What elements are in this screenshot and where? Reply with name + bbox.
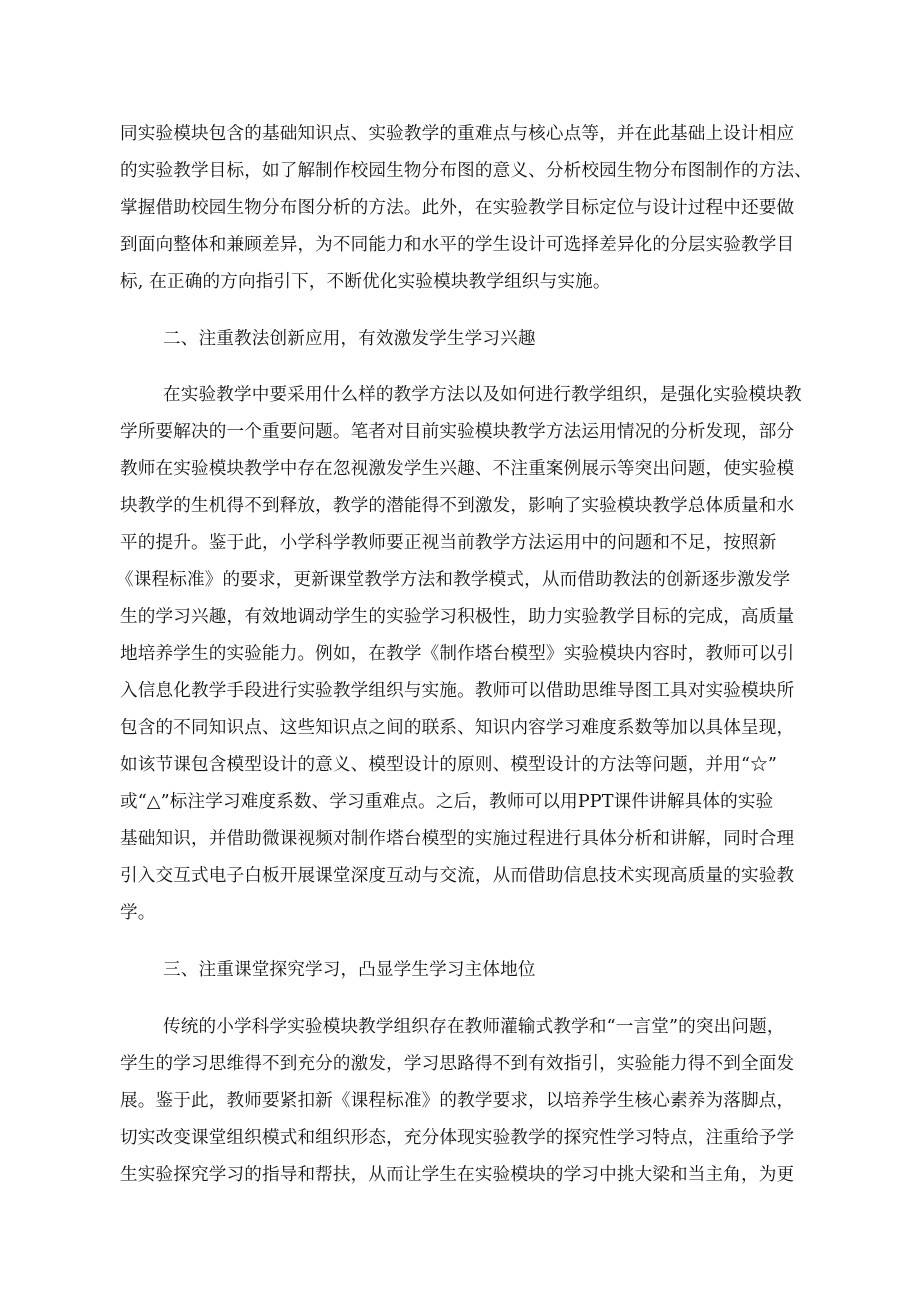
- text-line: 或“△”标注学习难度系数、学习重难点。之后，教师可以用PPT课件讲解具体的实验: [120, 792, 774, 812]
- section-heading: 二、注重教法创新应用，有效激发学生学习兴趣: [163, 329, 536, 349]
- text-line: 标, 在正确的方向指引下，不断优化实验模块教学组织与实施。: [120, 272, 611, 292]
- text-line: 展。鉴于此，教师要紧扣新《课程标准》的教学要求，以培养学生核心素养为落脚点，: [120, 1091, 795, 1111]
- text-line: 入信息化教学手段进行实验教学组织与实施。教师可以借助思维导图工具对实验模块所: [120, 681, 795, 701]
- text-line: 学。: [120, 903, 156, 923]
- text-line: 包含的不同知识点、这些知识点之间的联系、知识内容学习难度系数等加以具体呈现，: [120, 718, 795, 738]
- text-line: 到面向整体和兼顾差异，为不同能力和水平的学生设计可选择差异化的分层实验教学目: [120, 235, 795, 255]
- text-line: 块教学的生机得不到释放，教学的潜能得不到激发，影响了实验模块教学总体质量和水: [120, 496, 795, 516]
- text-line: 如该节课包含模型设计的意义、模型设计的原则、模型设计的方法等问题，并用“☆”: [120, 755, 778, 775]
- text-line: 地培养学生的实验能力。例如，在教学《制作塔台模型》实验模块内容时，教师可以引: [120, 644, 795, 664]
- text-line: 《课程标准》的要求，更新课堂教学方法和教学模式，从而借助教法的创新逐步激发学: [116, 570, 791, 590]
- text-line: 引入交互式电子白板开展课堂深度互动与交流，从而借助信息技术实现高质量的实验教: [120, 866, 795, 886]
- text-line: 生实验探究学习的指导和帮扶，从而让学生在实验模块的学习中挑大梁和当主角，为更: [120, 1165, 795, 1185]
- text-line: 平的提升。鉴于此，小学科学教师要正视当前教学方法运用中的问题和不足，按照新: [120, 533, 777, 553]
- text-line: 学生的学习思维得不到充分的激发，学习思路得不到有效指引，实验能力得不到全面发: [120, 1054, 795, 1074]
- text-line: 生的学习兴趣，有效地调动学生的实验学习积极性，助力实验教学目标的完成，高质量: [120, 607, 795, 627]
- text-line: 学所要解决的一个重要问题。笔者对目前实验模块教学方法运用情况的分析发现，部分: [120, 422, 795, 442]
- text-line: 基础知识，并借助微课视频对制作塔台模型的实施过程进行具体分析和讲解，同时合理: [120, 829, 795, 849]
- text-line: 切实改变课堂组织模式和组织形态，充分体现实验教学的探究性学习特点，注重给予学: [120, 1128, 795, 1148]
- text-line: 传统的小学科学实验模块教学组织存在教师灌输式教学和“一言堂”的突出问题，: [163, 1017, 785, 1037]
- text-line: 的实验教学目标，如了解制作校园生物分布图的意义、分析校园生物分布图制作的方法、: [120, 161, 813, 181]
- text-line: 在实验教学中要采用什么样的教学方法以及如何进行教学组织，是强化实验模块教: [163, 385, 802, 405]
- text-line: 教师在实验模块教学中存在忽视激发学生兴趣、不注重案例展示等突出问题，使实验模: [120, 459, 795, 479]
- section-heading: 三、注重课堂探究学习，凸显学生学习主体地位: [163, 960, 536, 980]
- text-line: 同实验模块包含的基础知识点、实验教学的重难点与核心点等，并在此基础上设计相应: [120, 124, 795, 144]
- text-line: 掌握借助校园生物分布图分析的方法。此外，在实验教学目标定位与设计过程中还要做: [120, 198, 795, 218]
